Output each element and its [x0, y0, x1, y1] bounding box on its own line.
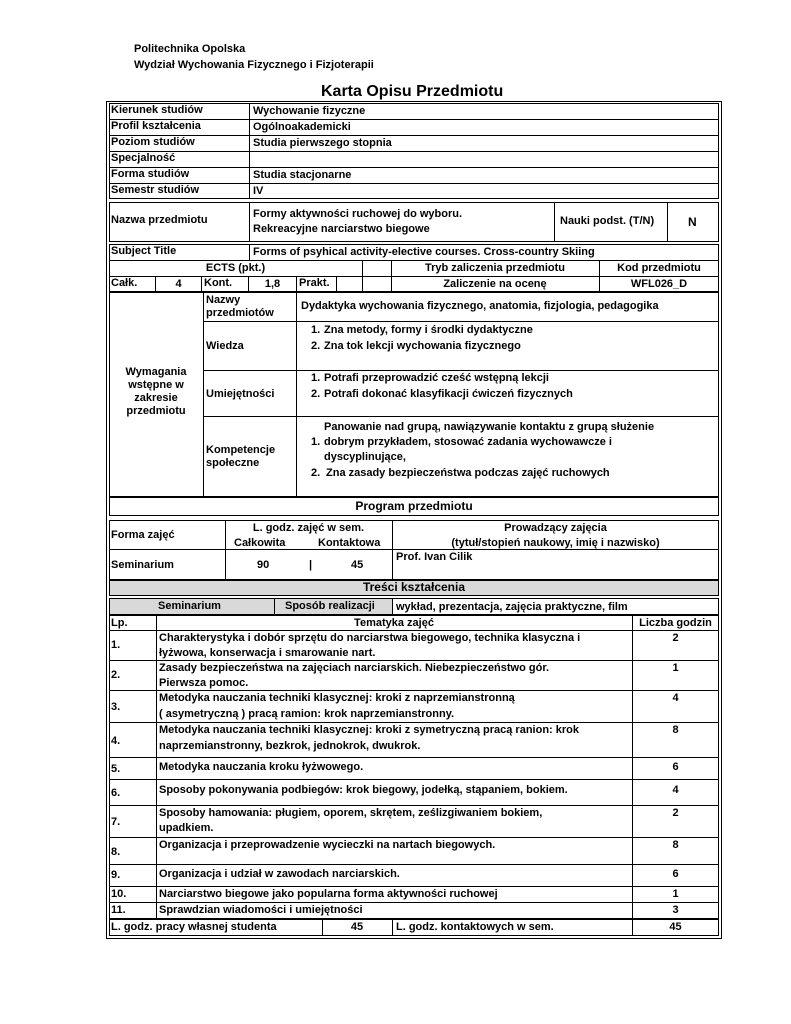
row-topic: Metodyka nauczania techniki klasycznej: kroki z naprzemianstronną	[159, 692, 515, 704]
info-value-profil: Ogólnoakademicki	[253, 121, 351, 133]
calkowita-header: Całkowita	[234, 537, 286, 549]
sposob-value: wykład, prezentacja, zajęcia praktyczne, film	[396, 601, 628, 613]
row-hours: 6	[672, 761, 679, 773]
umiejetnosci-num-2: 2.	[311, 388, 321, 400]
umiejetnosci-item: Potrafi dokonać klasyfikacji ćwiczeń fizycznych	[324, 388, 573, 400]
row-lp: 9.	[111, 869, 121, 881]
row-topic: Metodyka nauczania techniki klasycznej: kroki z symetryczną pracą ranion: krok	[159, 724, 579, 736]
wiedza-num-2: 2.	[311, 340, 321, 352]
kontaktowa-header: Kontaktowa	[318, 537, 381, 549]
wiedza-item: Zna tok lekcji wychowania fizycznego	[324, 340, 521, 352]
subject-title-value: Forms of psyhical activity-elective courses. Cross-country Skiing	[253, 246, 595, 258]
info-value-forma: Studia stacjonarne	[253, 169, 352, 181]
row-lp: 7.	[111, 816, 121, 828]
row-topic: Sposoby pokonywania podbiegów: krok biegowy, jodełką, stąpaniem, bokiem.	[159, 784, 568, 796]
calk-value: 4	[175, 278, 182, 290]
seminarium-label: Seminarium	[158, 600, 221, 612]
row-topic: Sprawdzian wiadomości i umiejętności	[159, 904, 363, 916]
row-lp: 5.	[111, 763, 121, 775]
program-row-prowadzacy: Prof. Ivan Cilik	[396, 551, 473, 563]
kompetencje-line: dobrym przykładem, stosować zadania wychowawcze i	[324, 436, 612, 448]
umiejetnosci-num-1: 1.	[311, 372, 321, 384]
row-lp: 10.	[111, 888, 127, 900]
info-label-specjalnosc: Specjalność	[111, 152, 176, 164]
row-lp: 8.	[111, 846, 121, 858]
row-hours: 3	[672, 904, 679, 916]
row-hours: 4	[672, 784, 679, 796]
subject-name-line1: Formy aktywności ruchowej do wyboru.	[253, 208, 463, 220]
row-topic: Organizacja i udział w zawodach narciarskich.	[159, 868, 400, 880]
row-topic: naprzemianstronny, bezkrok, jednokrok, dwukrok.	[159, 740, 421, 752]
row-topic: Narciarstwo biegowe jako popularna forma aktywności ruchowej	[159, 888, 498, 900]
prowadzacy-header: Prowadzący zajęcia	[504, 522, 607, 534]
kod-header: Kod przedmiotu	[617, 262, 701, 274]
subject-name-line2: Rekreacyjne narciarstwo biegowe	[253, 223, 430, 235]
row-lp: 6.	[111, 787, 121, 799]
row-topic: Charakterystyka i dobór sprzętu do narciarstwa biegowego, technika klasyczna i	[159, 632, 581, 644]
forma-zajec-header: Forma zajęć	[111, 529, 175, 541]
godz-header: L. godz. zajęć w sem.	[252, 522, 365, 534]
wlasna-praca-label: L. godz. pracy własnej studenta	[111, 921, 277, 933]
kompetencje-num-2: 2.	[311, 467, 321, 479]
row-topic: upadkiem.	[159, 822, 214, 834]
wiedza-label: Wiedza	[206, 340, 244, 352]
row-topic: łyżwowa, konserwacja i smarowanie nart.	[159, 647, 376, 659]
wymagania-label: Wymagania wstępne w zakresie przedmiotu	[125, 366, 187, 417]
nazwy-value: Dydaktyka wychowania fizycznego, anatomia, fizjologia, pedagogika	[301, 300, 659, 312]
kont-label: Kont.	[204, 277, 233, 289]
kontakt-label: L. godz. kontaktowych w sem.	[396, 921, 554, 933]
info-label-poziom: Poziom studiów	[111, 136, 195, 148]
row-hours: 2	[672, 807, 679, 819]
info-value-semestr: IV	[253, 185, 264, 197]
row-hours: 4	[672, 692, 679, 704]
row-hours: 1	[672, 888, 679, 900]
row-lp: 11.	[111, 904, 126, 916]
info-label-semestr: Semestr studiów	[111, 184, 200, 196]
umiejetnosci-label: Umiejętności	[206, 388, 275, 400]
kont-value: 1,8	[264, 278, 281, 290]
ects-header: ECTS (pkt.)	[205, 262, 266, 274]
info-label-forma: Forma studiów	[111, 168, 190, 180]
wiedza-num-1: 1.	[311, 324, 321, 336]
umiejetnosci-item: Potrafi przeprowadzić cześć wstępną lekcji	[324, 372, 549, 384]
info-label-kierunek: Kierunek studiów	[111, 104, 203, 116]
prowadzacy-subheader: (tytuł/stopień naukowy, imię i nazwisko)	[451, 537, 660, 549]
kompetencje-num-1: 1.	[311, 436, 321, 448]
prakt-label: Prakt.	[299, 277, 330, 289]
row-topic: Zasady bezpieczeństwa na zajęciach narciarskich. Niebezpieczeństwo gór.	[159, 662, 550, 674]
university-name: Politechnika Opolska	[134, 43, 246, 55]
row-lp: 2.	[111, 669, 121, 681]
nauki-podst-value: N	[688, 215, 697, 229]
kompetencje-line: Zna zasady bezpieczeństwa podczas zajęć ruchowych	[326, 467, 610, 479]
nazwy-label: Nazwy przedmiotów	[206, 294, 274, 319]
info-value-kierunek: Wychowanie fizyczne	[253, 105, 366, 117]
kontakt-value: 45	[669, 921, 682, 933]
lp-header: Lp.	[111, 617, 128, 629]
row-hours: 1	[672, 662, 679, 674]
program-row-separator: |	[309, 559, 313, 571]
kompetencje-line: Panowanie nad grupą, nawiązywanie kontaktu z grupą służenie	[324, 421, 655, 433]
row-lp: 3.	[111, 701, 121, 713]
row-hours: 8	[672, 724, 679, 736]
row-topic: Metodyka nauczania kroku łyżwowego.	[159, 761, 364, 773]
info-value-poziom: Studia pierwszego stopnia	[253, 137, 392, 149]
tryb-value: Zaliczenie na ocenę	[443, 278, 547, 290]
program-title: Program przedmiotu	[355, 499, 473, 513]
liczba-header: Liczba godzin	[639, 617, 712, 629]
tryb-header: Tryb zaliczenia przedmiotu	[425, 262, 565, 274]
program-row-forma: Seminarium	[111, 559, 174, 571]
program-row-kontaktowa: 45	[351, 559, 364, 571]
calk-label: Całk.	[111, 277, 138, 289]
row-hours: 8	[672, 839, 679, 851]
subject-title-label: Subject Title	[111, 245, 177, 257]
wiedza-item: Zna metody, formy i środki dydaktyczne	[324, 324, 533, 336]
kompetencje-line: dyscyplinujące,	[324, 451, 406, 463]
row-hours: 2	[672, 632, 679, 644]
info-label-profil: Profil kształcenia	[111, 120, 201, 132]
row-lp: 4.	[111, 735, 121, 747]
page-title: Karta Opisu Przedmiotu	[321, 83, 504, 100]
wlasna-praca-value: 45	[350, 921, 364, 933]
nauki-podst-label: Nauki podst. (T/N)	[560, 215, 655, 227]
program-row-calkowita: 90	[257, 559, 270, 571]
tematyka-header: Tematyka zajęć	[354, 617, 434, 629]
kod-value: WFL026_D	[630, 278, 688, 290]
row-topic: Pierwsza pomoc.	[159, 677, 249, 689]
kompetencje-label: Kompetencje społeczne	[206, 444, 276, 469]
row-lp: 1.	[111, 639, 121, 651]
row-topic: Sposoby hamowania: pługiem, oporem, skrętem, ześlizgiwaniem bokiem,	[159, 807, 543, 819]
faculty-name: Wydział Wychowania Fizycznego i Fizjoterapii	[134, 59, 374, 71]
sposob-label: Sposób realizacji	[285, 600, 375, 612]
tresci-title: Treści kształcenia	[362, 580, 466, 594]
row-hours: 6	[672, 868, 679, 880]
row-topic: Organizacja i przeprowadzenie wycieczki na nartach biegowych.	[159, 839, 496, 851]
row-topic: ( asymetryczną ) pracą ramion: krok naprzemianstronny.	[159, 708, 455, 720]
subject-name-label: Nazwa przedmiotu	[111, 214, 208, 226]
